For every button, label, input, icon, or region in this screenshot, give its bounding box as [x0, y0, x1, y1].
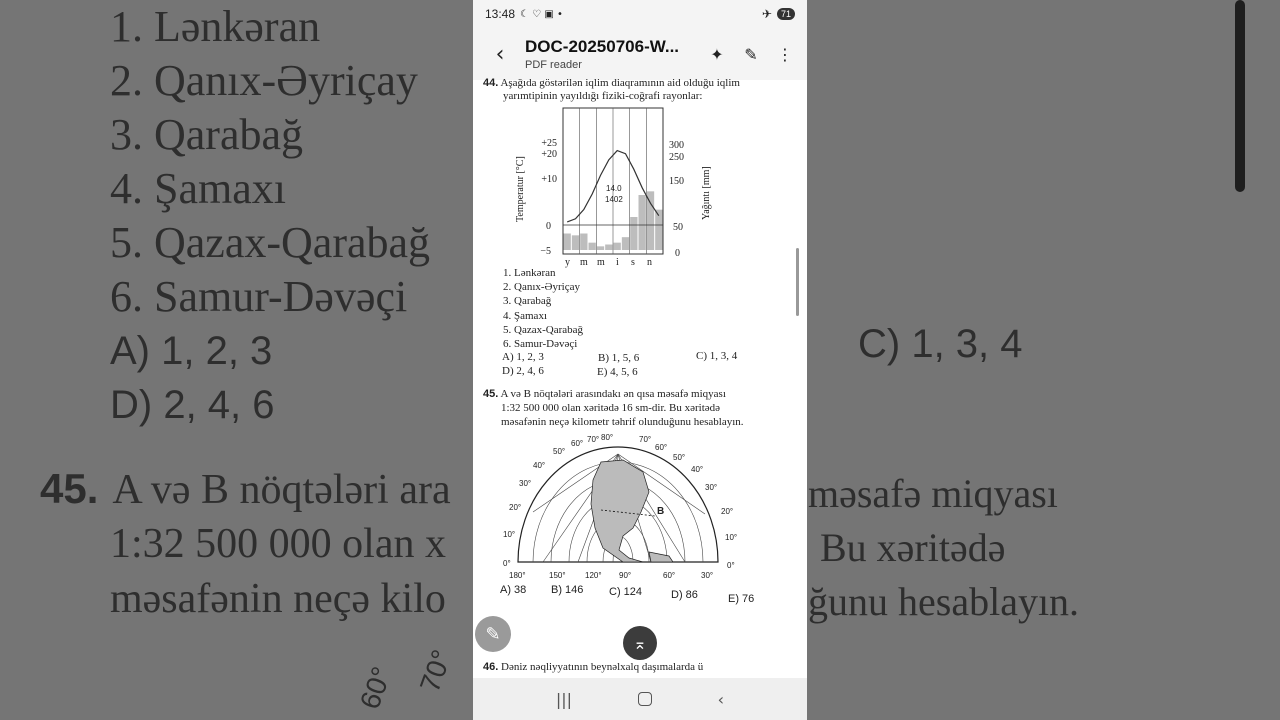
bg-q45-line2-right: Bu xəritədə [820, 525, 1006, 570]
recents-icon[interactable]: ||| [555, 689, 573, 709]
bg-degree-70: 70° [413, 645, 458, 697]
q45-option-e: E) 76 [728, 593, 755, 605]
bg-q45-number: 45. [40, 465, 99, 512]
bg-q45-line3: məsafənin neçə kilo [110, 576, 446, 622]
question-45-header [483, 388, 726, 401]
question-45-text2: 1:32 500 000 olan xəritədə 16 sm-dir. Bu xəritədə [501, 402, 721, 414]
battery-icon: 71 [777, 8, 795, 20]
q45-option-c: C) 124 [609, 586, 643, 598]
annotate-fab-button[interactable]: ✎ [475, 616, 511, 652]
right-label: 40° [691, 465, 704, 474]
y-tick: −5 [540, 246, 551, 257]
scroll-to-top-button[interactable]: ⌅ [623, 626, 657, 660]
y2-axis-label: Yağıntı [mm] [701, 166, 712, 220]
precipitation-bar [647, 191, 654, 250]
navigation-bar [473, 678, 807, 720]
precipitation-bar [622, 237, 629, 250]
list-item: 5. Qazax-Qarabağ [503, 323, 584, 336]
bg-option-a: A) 1, 2, 3 [110, 329, 273, 373]
bottom-label: 60° [663, 571, 676, 580]
y2-tick: 300 [669, 140, 684, 151]
y2-tick: 150 [669, 176, 684, 187]
app-bar [473, 28, 807, 80]
y-tick: +10 [541, 174, 557, 185]
q45-option-a: A) 38 [500, 584, 527, 596]
question-45-number: 45. [483, 388, 499, 400]
more-options-icon[interactable]: ⋮ [777, 44, 793, 64]
q44-option-d: D) 2, 4, 6 [502, 365, 544, 377]
precipitation-bar [639, 195, 646, 250]
q44-option-b: B) 1, 5, 6 [598, 352, 640, 364]
precipitation-bar [580, 234, 587, 251]
bg-q45-line1: A və B nöqtələri ara [112, 467, 451, 513]
precipitation-bar [614, 243, 621, 250]
right-label: 60° [655, 443, 668, 452]
x-tick: m [597, 257, 605, 268]
bg-q45-line2: 1:32 500 000 olan x [110, 521, 446, 567]
q44-option-c: C) 1, 3, 4 [696, 350, 738, 362]
app-subtitle: PDF reader [525, 59, 582, 71]
status-time: 13:48 [485, 7, 516, 21]
bg-list-item: 2. Qanıx-Əyriçay [110, 56, 418, 105]
list-item: 6. Samur-Dəvəçi [503, 338, 578, 351]
bg-question-45 [40, 465, 451, 514]
x-tick: y [565, 257, 570, 268]
q45-option-d: D) 86 [671, 589, 698, 601]
list-item: 2. Qanıx-Əyriçay [503, 281, 580, 294]
background-list [110, 0, 430, 432]
precipitation-bar [655, 210, 662, 250]
bg-q45-line1-right: məsafə miqyası [808, 471, 1058, 516]
lat-label: 70° [587, 435, 600, 444]
bg-list-item: 6. Samur-Dəvəçi [110, 272, 408, 321]
question-46-header [483, 661, 703, 674]
bg-option-d: D) 2, 4, 6 [110, 383, 275, 427]
climate-diagram [473, 102, 807, 268]
bg-list-item: 1. Lənkəran [110, 2, 321, 51]
y-tick: +25 [541, 138, 557, 149]
edit-icon[interactable]: ✎ [744, 44, 758, 64]
airplane-icon: ✈ [761, 7, 772, 21]
back-button[interactable]: ‹ [495, 41, 505, 67]
question-44-text2: yarımtipinin yayıldığı fiziki-coğrafi rayonlar: [503, 90, 703, 102]
right-label: 10° [725, 533, 738, 542]
bottom-label: 120° [585, 571, 602, 580]
bottom-label: 150° [549, 571, 566, 580]
question-44-header [483, 77, 740, 90]
q44-option-a: A) 1, 2, 3 [502, 351, 544, 363]
nav-back-icon[interactable]: ‹ [717, 689, 725, 709]
list-item: 4. Şamaxı [503, 309, 547, 322]
x-tick: m [580, 257, 588, 268]
conic-projection-map [473, 432, 807, 582]
lat-label: 30° [519, 479, 532, 488]
precipitation-bar [572, 235, 579, 250]
question-46-text: Dəniz nəqliyyatının beynəlxalq daşımalarda ü [501, 661, 704, 673]
right-label: 0° [727, 561, 735, 570]
precipitation-bar [605, 245, 612, 251]
bottom-label: 90° [619, 571, 632, 580]
lat-label: 20° [509, 503, 522, 512]
question-45-text3: məsafənin neçə kilometr təhrif olunduğunu hesablayın. [501, 416, 744, 428]
y-tick: +20 [541, 149, 557, 160]
precipitation-bar [597, 246, 604, 250]
bg-list-item: 3. Qarabağ [110, 110, 304, 159]
lat-label: 10° [503, 530, 516, 539]
sparkle-icon[interactable]: ✦ [710, 44, 724, 64]
list-item: 1. Lənkəran [503, 267, 556, 279]
chart-annotation: 1402 [605, 195, 623, 204]
question-46-number: 46. [483, 661, 499, 673]
x-tick: n [647, 257, 652, 268]
home-icon[interactable] [638, 692, 652, 706]
y-axis-label: Temperatur [°C] [515, 156, 526, 222]
region-list [503, 266, 583, 351]
x-tick: i [616, 257, 619, 268]
bottom-label: 30° [701, 571, 714, 580]
right-label: 20° [721, 507, 734, 516]
lat-label: 40° [533, 461, 546, 470]
x-tick: s [631, 257, 635, 268]
question-44-number: 44. [483, 77, 499, 89]
status-bar [473, 0, 807, 28]
document-title: DOC-20250706-W... [525, 37, 680, 56]
question-45-text1: A və B nöqtələri arasındakı ən qısa məsafə miqyası [500, 388, 726, 400]
list-item: 3. Qarabağ [503, 295, 552, 308]
phone-screen [473, 0, 807, 720]
lat-label: 80° [601, 433, 614, 442]
right-label: 50° [673, 453, 686, 462]
y2-tick: 50 [673, 222, 683, 233]
scrollbar-thumb[interactable] [796, 248, 799, 316]
q45-option-b: B) 146 [551, 584, 584, 596]
y2-tick: 0 [675, 248, 680, 259]
lat-label: 60° [571, 439, 584, 448]
question-44-text1: Aşağıda göstərilən iqlim diaqramının aid olduğu iqlim [500, 77, 740, 89]
right-label: 70° [639, 435, 652, 444]
precipitation-bar [630, 217, 637, 250]
point-b-label: B [657, 506, 665, 517]
y2-tick: 250 [669, 152, 684, 163]
notification-icons: ☾ ♡ ▣ • [520, 8, 563, 20]
precipitation-bar [564, 234, 571, 251]
bg-degree-60: 60° [353, 662, 398, 714]
pdf-page[interactable] [473, 77, 807, 678]
precipitation-bar [589, 243, 596, 250]
bottom-label: 180° [509, 571, 526, 580]
lat-label: 50° [553, 447, 566, 456]
bg-list-item: 5. Qazax-Qarabağ [110, 218, 431, 267]
bg-q45-line3-right: ğunu hesablayın. [808, 579, 1080, 624]
bg-list-item: 4. Şamaxı [110, 164, 286, 213]
right-label: 30° [705, 483, 718, 492]
bg-option-c: C) 1, 3, 4 [858, 322, 1023, 366]
chart-annotation: 14.0 [606, 184, 622, 193]
bg-scrollbar [1235, 0, 1245, 192]
y-tick: 0 [546, 221, 551, 232]
lat-label: 0° [503, 559, 511, 568]
q44-option-e: E) 4, 5, 6 [597, 366, 638, 378]
